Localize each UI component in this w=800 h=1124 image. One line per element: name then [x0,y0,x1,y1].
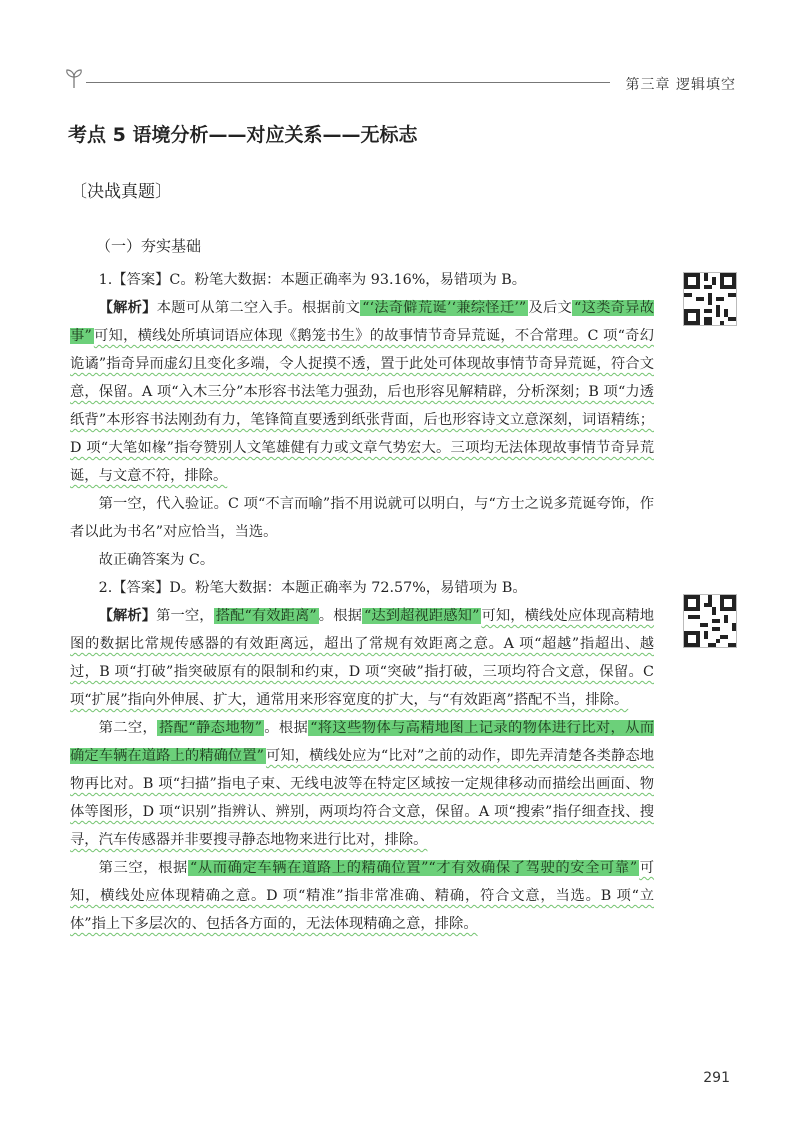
page-header [60,64,740,104]
text-span: 第一空， [156,608,214,624]
q2-third-blank [70,854,654,938]
text-span: 。根据 [318,608,362,624]
underlined-text: 可知，横线处所填词语应体现《鹅笼书生》的故事情节奇异荒诞，不合常理。C 项“奇幻诡谲”指奇异而虚幻且变化多端，令人捉摸不透，置于此处可体现故事情节奇异荒诞，符合文意，保留。A 项“入木三分”本形容书法笔力强劲，后也形容见解精辟，分析深刻；B 项“力透纸背”本形容书法刚劲有力，笔锋简直要透到纸张背面，后也形容诗文立意深刻，词语精练；D 项“大笔如椽”指夸赞别人文笔雄健有力或文章气势宏大。三项均无法体现故事情节奇异荒诞，与文意不符，排除。 [70,328,654,484]
highlight: 搭配“静态地物” [159,720,262,736]
leaf-icon [62,68,86,94]
underlined-text: 可知，横线处应体现精确之意。D 项“精准”指非常准确、精确，符合文意，当选。B 项“立体”指上下多层次的、包括各方面的，无法体现精确之意，排除。 [70,860,655,932]
highlight: “达到超视距感知” [363,608,480,624]
highlight: “‘法奇僻荒诞’‘兼综怪迁’” [362,300,527,316]
content-body [70,266,654,938]
chapter-title: 第三章 逻辑填空 [625,77,736,93]
topic-title: 考点 5 语境分析——对应关系——无标志 [68,124,418,146]
q2-answer-line: 2.【答案】D。粉笔大数据：本题正确率为 72.57%，易错项为 B。 [98,580,527,596]
qr-code-icon[interactable] [683,594,737,648]
q2-analysis [70,602,654,714]
analysis-label: 【解析】 [98,608,157,624]
text-span: 本题可从第二空入手。根据前文 [156,300,361,316]
text-span: 第二空， [98,720,158,736]
header-rule [86,82,610,83]
underlined-text: 可知，横线处应体现高精地图的数据比常规传感器的有效距离远，超出了常规有效距离之意。A 项“超越”指超出、越过，B 项“打破”指突破原有的限制和约束，D 项“突破”指打破，三项均符合文意，保留。C 项“扩展”指向外伸展、扩大，通常用来形容宽度的扩大，与“有效距离”搭配不当，排除。 [70,608,655,708]
section-title: 〔决战真题〕 [70,182,172,202]
analysis-label: 【解析】 [98,300,157,316]
highlight: 搭配“有效距离” [215,608,317,624]
q1-conclusion: 故正确答案为 C。 [98,552,215,568]
highlight: “将这些物体与高精地图上记录的物体进行比对，从而确定车辆在道路上的精确位置” [70,720,655,764]
underlined-text: 可知，横线处应为“比对”之前的动作，即先弄清楚各类静态地物再比对。B 项“扫描”指电子束、无线电波等在特定区域按一定规律移动而描绘出画面、物体等图形，D 项“识别”指辨认、辨别，两项均符合文意，保留。A 项“搜索”指仔细查找、搜寻，汽车传感器并非要搜寻静态地物来进行比对，排除。 [70,748,654,848]
text-span: 及后文 [528,300,573,316]
q2-second-blank [70,714,654,854]
page-number: 291 [703,1070,730,1086]
highlight: “从而确定车辆在道路上的精确位置”“才有效确保了驾驶的安全可靠” [189,860,638,876]
q1-answer-line: 1.【答案】C。粉笔大数据：本题正确率为 93.16%，易错项为 B。 [98,272,527,288]
qr-code-icon[interactable] [683,272,737,326]
highlight: “这类奇异故事” [70,300,654,344]
text-span: 。根据 [263,720,309,736]
subsection-title: （一）夯实基础 [96,237,202,255]
text-span: 第三空，根据 [98,860,188,876]
q1-analysis [70,294,654,490]
q1-first-blank: 第一空，代入验证。C 项“不言而喻”指不用说就可以明白，与“方士之说多荒诞夸饰，作者以此为书名”对应恰当，当选。 [70,496,654,540]
